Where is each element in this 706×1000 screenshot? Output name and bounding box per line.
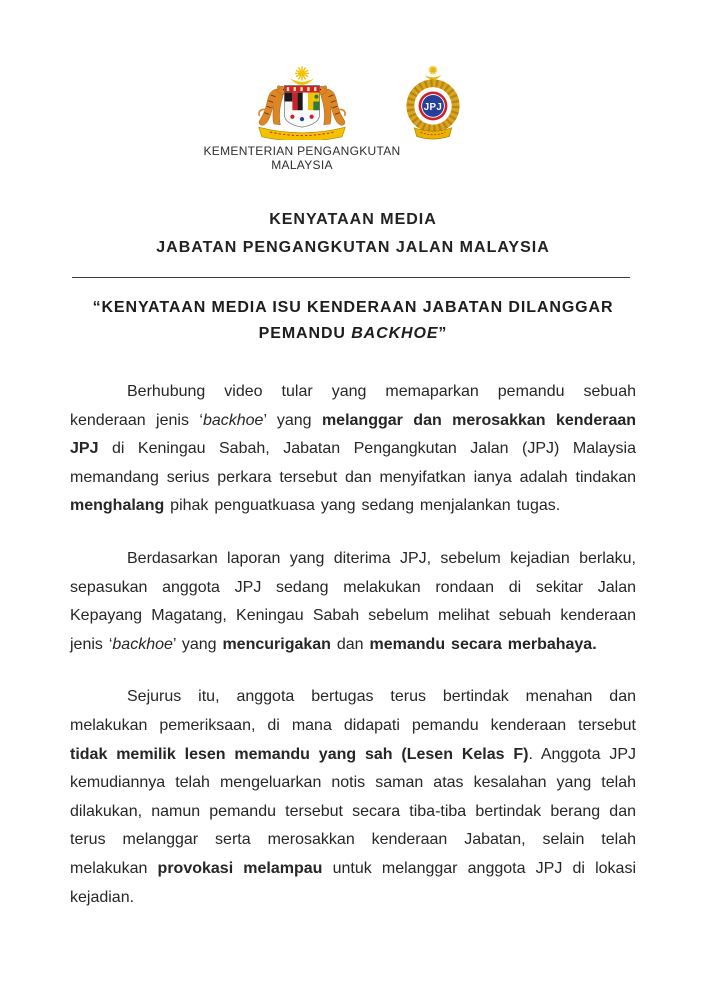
text-run: pihak penguatkuasa yang sedang menjalankan tugas.	[164, 497, 561, 515]
text-run: Berhubung video tular yang memaparkan pemandu sebuah kenderaan jenis ‘	[70, 383, 636, 429]
text-run: backhoe	[202, 411, 264, 429]
text-run: memandu secara merbahaya.	[369, 635, 597, 653]
ministry-name-line2: MALAYSIA	[271, 158, 333, 172]
text-run: ’ yang	[263, 411, 322, 429]
tiger-right	[318, 86, 345, 126]
text-run: di Keningau Sabah, Jabatan Pengangkutan Jalan (JPJ) Malaysia memandang serius perkara tersebut dan menyifatkan ianya adalah tindakan	[70, 440, 636, 486]
text-run: ’ yang	[172, 635, 223, 653]
motto-ribbon	[259, 127, 346, 140]
text-run: provokasi melampau	[157, 859, 323, 877]
document-title-line1: KENYATAAN MEDIA	[269, 211, 437, 228]
ministry-name-line1: KEMENTERIAN PENGANGKUTAN	[203, 144, 401, 158]
document-body	[70, 277, 636, 912]
paragraph-2	[70, 545, 636, 659]
text-run: untuk melanggar anggota JPJ di lokasi kejadian.	[70, 859, 637, 906]
header-logos	[0, 0, 696, 172]
paragraph-3	[70, 683, 636, 912]
ministry-logo-block	[203, 63, 401, 172]
text-run: ”	[438, 325, 448, 342]
document-title	[0, 206, 706, 262]
text-run: Berdasarkan laporan yang diterima JPJ, sebelum kejadian berlaku, sepasukan anggota JPJ sedang melakukan rondaan di sekitar Jalan Kepayang Magatang, Keningau Sabah sebelum melihat sebuah kenderaan jenis ‘	[70, 549, 636, 653]
ministry-name	[204, 144, 401, 172]
shield	[284, 85, 319, 127]
text-run: BACKHOE	[351, 325, 439, 342]
text-run: menghalang	[70, 497, 165, 515]
text-run: tidak memilik lesen memandu yang sah (Lesen Kelas F)	[70, 745, 529, 763]
header-divider-line	[72, 277, 630, 278]
text-run: melanggar dan merosakkan kenderaan JPJ	[70, 411, 637, 458]
text-run: Sejurus itu, anggota bertugas terus bertindak menahan dan melakukan pemeriksaan, di mana didapati pemandu kenderaan tersebut	[70, 688, 636, 734]
malaysia-coat-of-arms-icon	[249, 63, 355, 140]
document-title-line2: JABATAN PENGANGKUTAN JALAN MALAYSIA	[156, 239, 550, 256]
text-run: . Anggota JPJ kemudiannya telah mengeluarkan notis saman atas kesalahan yang telah dilakukan, namun pemandu tersebut secara tiba-tiba bertindak berang dan terus melanggar serta merosakkan kenderaan Jabatan, selain telah melakukan	[70, 745, 637, 877]
text-run: dan	[330, 635, 370, 653]
text-run: backhoe	[112, 635, 173, 653]
text-run: “KENYATAAN MEDIA ISU KENDERAAN JABATAN DILANGGAR PEMANDU	[92, 299, 614, 342]
paragraph-list	[70, 378, 636, 912]
jpj-monogram-text: JPJ	[423, 101, 443, 113]
text-run: mencurigakan	[222, 635, 331, 653]
jpj-crest-icon	[397, 63, 469, 141]
paragraph-1	[70, 378, 636, 521]
headline	[74, 295, 632, 347]
tiger-left	[259, 86, 286, 126]
